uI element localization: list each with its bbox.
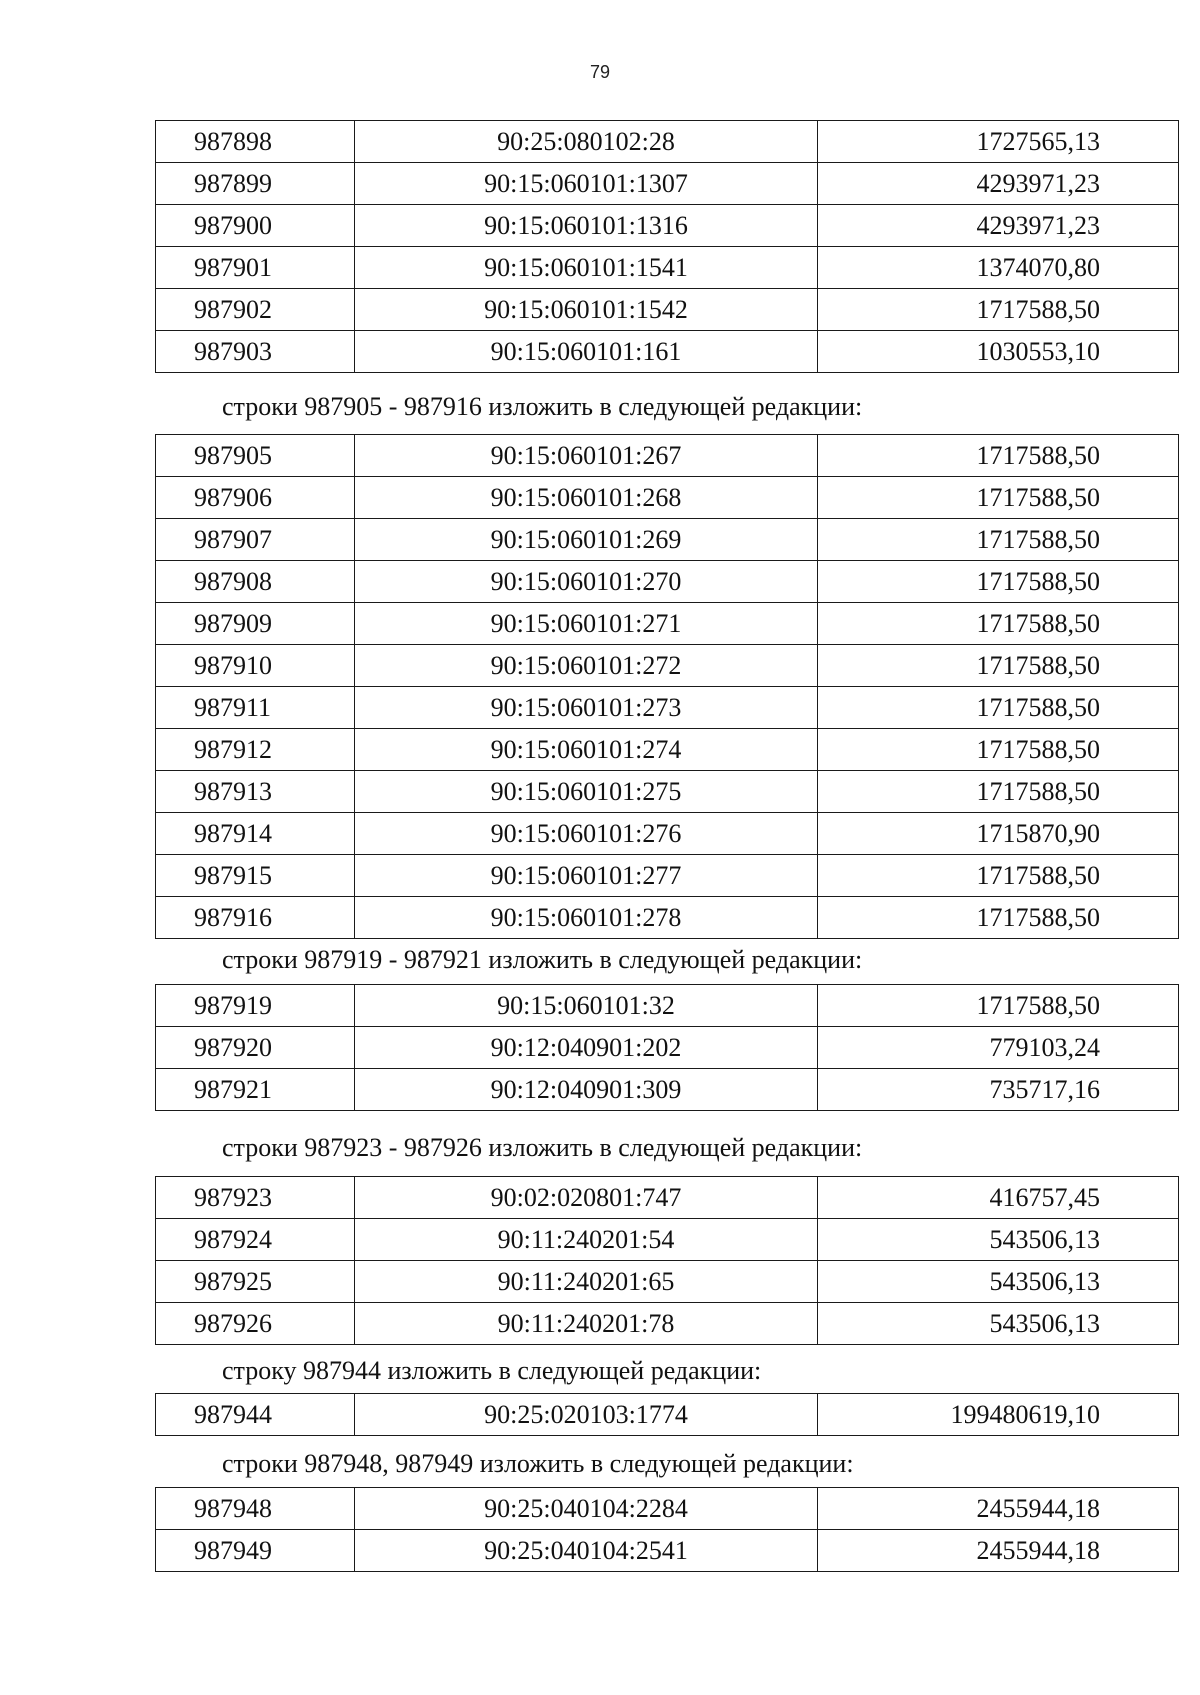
table-row	[156, 645, 1179, 687]
value-cell: 4293971,23	[818, 205, 1179, 247]
row-number-cell: 987921	[156, 1069, 355, 1111]
row-number-cell: 987913	[156, 771, 355, 813]
value-cell: 543506,13	[818, 1219, 1179, 1261]
table-row	[156, 897, 1179, 939]
row-number-cell: 987919	[156, 985, 355, 1027]
cadastral-number-cell: 90:15:060101:270	[355, 561, 818, 603]
value-cell: 2455944,18	[818, 1530, 1179, 1572]
value-cell: 1030553,10	[818, 331, 1179, 373]
row-number-cell: 987905	[156, 435, 355, 477]
row-number-cell: 987948	[156, 1488, 355, 1530]
row-number-cell: 987910	[156, 645, 355, 687]
table-row	[156, 205, 1179, 247]
value-cell: 2455944,18	[818, 1488, 1179, 1530]
row-number-cell: 987914	[156, 813, 355, 855]
cadastral-number-cell: 90:15:060101:277	[355, 855, 818, 897]
value-cell: 1717588,50	[818, 687, 1179, 729]
cadastral-number-cell: 90:25:040104:2541	[355, 1530, 818, 1572]
value-cell: 1727565,13	[818, 121, 1179, 163]
cadastral-number-cell: 90:25:080102:28	[355, 121, 818, 163]
data-table	[155, 984, 1179, 1111]
row-number-cell: 987906	[156, 477, 355, 519]
cadastral-number-cell: 90:15:060101:268	[355, 477, 818, 519]
value-cell: 1374070,80	[818, 247, 1179, 289]
table-row	[156, 687, 1179, 729]
row-number-cell: 987912	[156, 729, 355, 771]
row-number-cell: 987902	[156, 289, 355, 331]
table-row	[156, 1177, 1179, 1219]
cadastral-number-cell: 90:11:240201:54	[355, 1219, 818, 1261]
row-number-cell: 987916	[156, 897, 355, 939]
table-row	[156, 985, 1179, 1027]
table-row	[156, 477, 1179, 519]
cadastral-number-cell: 90:15:060101:276	[355, 813, 818, 855]
cadastral-number-cell: 90:25:040104:2284	[355, 1488, 818, 1530]
row-number-cell: 987926	[156, 1303, 355, 1345]
cadastral-number-cell: 90:11:240201:65	[355, 1261, 818, 1303]
cadastral-number-cell: 90:15:060101:1316	[355, 205, 818, 247]
table-row	[156, 561, 1179, 603]
table-row	[156, 603, 1179, 645]
value-cell: 1717588,50	[818, 897, 1179, 939]
data-table	[155, 120, 1179, 373]
row-number-cell: 987907	[156, 519, 355, 561]
table-row	[156, 121, 1179, 163]
row-number-cell: 987903	[156, 331, 355, 373]
cadastral-number-cell: 90:02:020801:747	[355, 1177, 818, 1219]
amendment-instruction: строки 987905 - 987916 изложить в следующей редакции:	[222, 392, 863, 421]
row-number-cell: 987925	[156, 1261, 355, 1303]
value-cell: 1717588,50	[818, 771, 1179, 813]
table-row	[156, 855, 1179, 897]
row-number-cell: 987944	[156, 1394, 355, 1436]
table-row	[156, 1261, 1179, 1303]
row-number-cell: 987899	[156, 163, 355, 205]
row-number-cell: 987920	[156, 1027, 355, 1069]
value-cell: 1717588,50	[818, 519, 1179, 561]
row-number-cell: 987909	[156, 603, 355, 645]
cadastral-number-cell: 90:15:060101:271	[355, 603, 818, 645]
value-cell: 416757,45	[818, 1177, 1179, 1219]
row-number-cell: 987924	[156, 1219, 355, 1261]
table-row	[156, 1303, 1179, 1345]
cadastral-number-cell: 90:15:060101:273	[355, 687, 818, 729]
row-number-cell: 987901	[156, 247, 355, 289]
data-table	[155, 1176, 1179, 1345]
value-cell: 1717588,50	[818, 855, 1179, 897]
table-row	[156, 247, 1179, 289]
value-cell: 779103,24	[818, 1027, 1179, 1069]
value-cell: 1717588,50	[818, 645, 1179, 687]
table-row	[156, 163, 1179, 205]
page-number: 79	[589, 62, 611, 82]
cadastral-number-cell: 90:15:060101:275	[355, 771, 818, 813]
table-row	[156, 331, 1179, 373]
value-cell: 1715870,90	[818, 813, 1179, 855]
cadastral-number-cell: 90:11:240201:78	[355, 1303, 818, 1345]
row-number-cell: 987900	[156, 205, 355, 247]
table-row	[156, 1027, 1179, 1069]
cadastral-number-cell: 90:12:040901:309	[355, 1069, 818, 1111]
value-cell: 543506,13	[818, 1303, 1179, 1345]
cadastral-number-cell: 90:15:060101:161	[355, 331, 818, 373]
row-number-cell: 987898	[156, 121, 355, 163]
value-cell: 1717588,50	[818, 985, 1179, 1027]
table-row	[156, 1530, 1179, 1572]
cadastral-number-cell: 90:15:060101:274	[355, 729, 818, 771]
value-cell: 1717588,50	[818, 561, 1179, 603]
cadastral-number-cell: 90:15:060101:267	[355, 435, 818, 477]
cadastral-number-cell: 90:15:060101:1541	[355, 247, 818, 289]
cadastral-number-cell: 90:12:040901:202	[355, 1027, 818, 1069]
table-row	[156, 729, 1179, 771]
cadastral-number-cell: 90:15:060101:1307	[355, 163, 818, 205]
table-row	[156, 771, 1179, 813]
row-number-cell: 987915	[156, 855, 355, 897]
row-number-cell: 987923	[156, 1177, 355, 1219]
amendment-instruction: строку 987944 изложить в следующей редакции:	[222, 1356, 762, 1385]
table-row	[156, 1394, 1179, 1436]
cadastral-number-cell: 90:15:060101:269	[355, 519, 818, 561]
data-table	[155, 1487, 1179, 1572]
value-cell: 4293971,23	[818, 163, 1179, 205]
table-row	[156, 435, 1179, 477]
value-cell: 543506,13	[818, 1261, 1179, 1303]
data-table	[155, 1393, 1179, 1436]
value-cell: 199480619,10	[818, 1394, 1179, 1436]
amendment-instruction: строки 987948, 987949 изложить в следующей редакции:	[222, 1449, 854, 1478]
cadastral-number-cell: 90:15:060101:1542	[355, 289, 818, 331]
table-row	[156, 1069, 1179, 1111]
amendment-instruction: строки 987919 - 987921 изложить в следующей редакции:	[222, 945, 863, 974]
value-cell: 1717588,50	[818, 603, 1179, 645]
table-row	[156, 1219, 1179, 1261]
value-cell: 1717588,50	[818, 729, 1179, 771]
value-cell: 1717588,50	[818, 289, 1179, 331]
value-cell: 1717588,50	[818, 477, 1179, 519]
row-number-cell: 987908	[156, 561, 355, 603]
table-row	[156, 813, 1179, 855]
data-table	[155, 434, 1179, 939]
cadastral-number-cell: 90:15:060101:272	[355, 645, 818, 687]
table-row	[156, 1488, 1179, 1530]
value-cell: 735717,16	[818, 1069, 1179, 1111]
cadastral-number-cell: 90:15:060101:278	[355, 897, 818, 939]
amendment-instruction: строки 987923 - 987926 изложить в следующей редакции:	[222, 1133, 863, 1162]
cadastral-number-cell: 90:25:020103:1774	[355, 1394, 818, 1436]
value-cell: 1717588,50	[818, 435, 1179, 477]
cadastral-number-cell: 90:15:060101:32	[355, 985, 818, 1027]
row-number-cell: 987949	[156, 1530, 355, 1572]
table-row	[156, 289, 1179, 331]
row-number-cell: 987911	[156, 687, 355, 729]
table-row	[156, 519, 1179, 561]
